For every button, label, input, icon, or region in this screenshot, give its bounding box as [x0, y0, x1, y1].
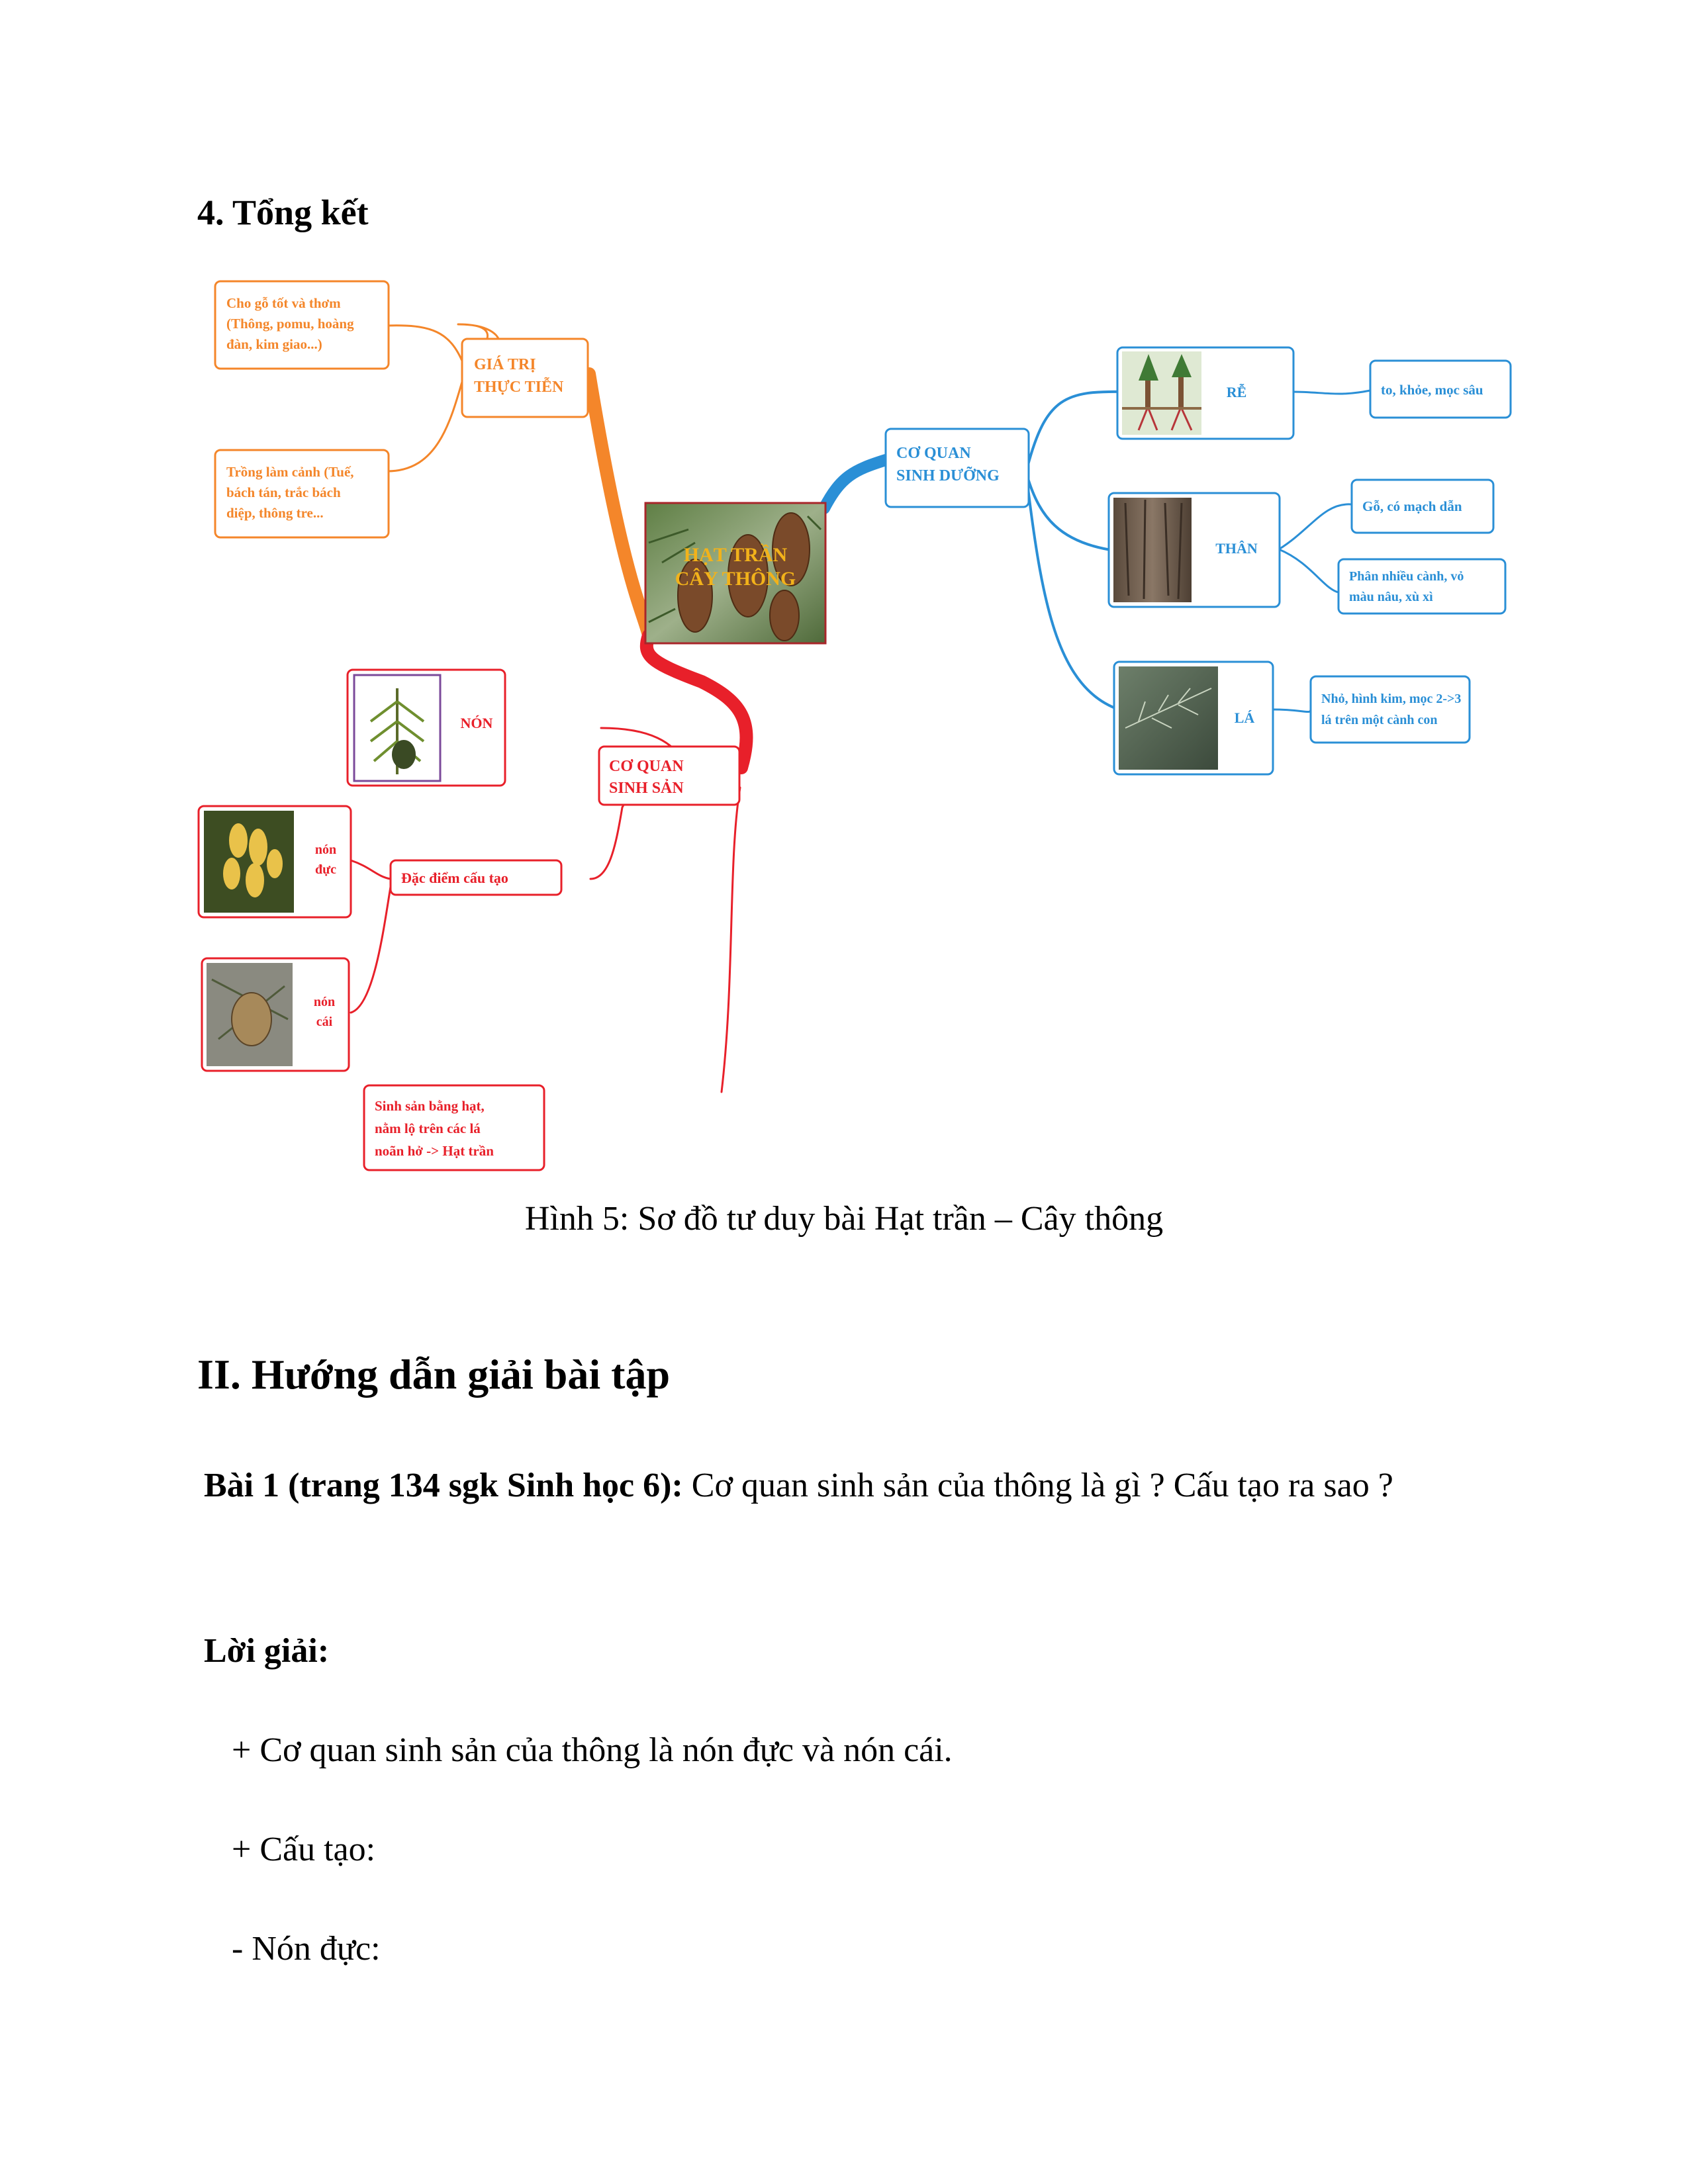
- gia-tri-title-line2: THỰC TIỄN: [474, 379, 564, 396]
- note-text: nằm lộ trên các lá: [375, 1120, 481, 1136]
- non-node: [348, 670, 505, 786]
- note-text: đàn, kim giao...): [226, 336, 322, 352]
- note-text: diệp, thông tre...: [226, 505, 324, 521]
- note-text: Trồng làm cảnh (Tuế,: [226, 464, 354, 480]
- mind-map-diagram: [185, 265, 1542, 1185]
- non-cai-label: cái: [316, 1015, 333, 1029]
- re-label: RỄ: [1226, 384, 1247, 400]
- note-text: lá trên một cành con: [1321, 713, 1438, 727]
- dac-diem-cau-tao-node: [391, 860, 561, 895]
- figure-caption: Hình 5: Sơ đồ tư duy bài Hạt trần – Cây thông: [524, 1200, 1164, 1238]
- answer-line: - Nón đực:: [232, 1930, 381, 1968]
- la-note: [1311, 676, 1470, 743]
- section-title: II. Hướng dẫn giải bài tập: [197, 1351, 671, 1398]
- section-heading: 4. Tổng kết: [197, 193, 369, 232]
- exercise-question: [204, 1453, 1515, 1519]
- note-text: Gỗ, có mạch dẫn: [1362, 498, 1462, 514]
- gia-tri-thuc-tien-node: [462, 339, 588, 417]
- note-text: bách tán, trắc bách: [226, 484, 341, 500]
- than-note-2: [1338, 559, 1505, 614]
- css-title-line1: CƠ QUAN: [609, 758, 684, 775]
- sinh-san-note: [364, 1085, 544, 1170]
- co-quan-sinh-duong-node: [886, 429, 1029, 507]
- gia-tri-note-1: [215, 281, 389, 369]
- non-cai-node: [202, 958, 349, 1071]
- note-text: Phân nhiều cành, vỏ: [1349, 569, 1464, 584]
- exercise-label: Bài 1 (trang 134 sgk Sinh học 6):: [204, 1467, 683, 1504]
- dac-diem-label: Đặc điểm cấu tạo: [401, 870, 508, 886]
- center-title-line1: HẠT TRẦN: [683, 544, 788, 566]
- note-text: Sinh sản bằng hạt,: [375, 1098, 485, 1114]
- than-node: [1109, 493, 1280, 607]
- gia-tri-note-2: [215, 450, 389, 537]
- non-duc-label: đực: [314, 862, 337, 877]
- exercise-question-text: Cơ quan sinh sản của thông là gì ? Cấu tạo ra sao ?: [682, 1467, 1393, 1504]
- center-node: [645, 503, 825, 643]
- answer-line: + Cấu tạo:: [232, 1831, 376, 1868]
- note-text: màu nâu, xù xì: [1349, 590, 1433, 604]
- note-text: Nhỏ, hình kim, mọc 2->3: [1321, 692, 1462, 706]
- re-node: [1117, 347, 1293, 439]
- non-duc-node: [199, 806, 351, 917]
- csd-title-line1: CƠ QUAN: [896, 445, 971, 462]
- note-text: (Thông, pomu, hoàng: [226, 316, 354, 332]
- answer-line: + Cơ quan sinh sản của thông là nón đực và nón cái.: [232, 1731, 953, 1769]
- note-text: Cho gỗ tốt và thơm: [226, 295, 341, 311]
- non-cai-label: nón: [313, 995, 336, 1009]
- non-label: NÓN: [460, 715, 493, 731]
- la-node: [1114, 662, 1273, 774]
- css-title-line2: SINH SẢN: [609, 780, 684, 797]
- note-text: noãn hở -> Hạt trần: [375, 1143, 494, 1159]
- center-title-line2: CÂY THÔNG: [675, 568, 796, 590]
- non-duc-label: nón: [314, 842, 337, 857]
- than-note-1: [1352, 480, 1493, 533]
- la-label: LÁ: [1234, 709, 1255, 726]
- gia-tri-title-line1: GIÁ TRỊ: [474, 356, 536, 373]
- csd-title-line2: SINH DƯỠNG: [896, 467, 1000, 484]
- note-text: to, khỏe, mọc sâu: [1381, 382, 1483, 398]
- than-label: THÂN: [1215, 540, 1258, 557]
- re-note: [1370, 361, 1511, 418]
- co-quan-sinh-san-node: [599, 747, 739, 805]
- answer-label: Lời giải:: [204, 1632, 330, 1670]
